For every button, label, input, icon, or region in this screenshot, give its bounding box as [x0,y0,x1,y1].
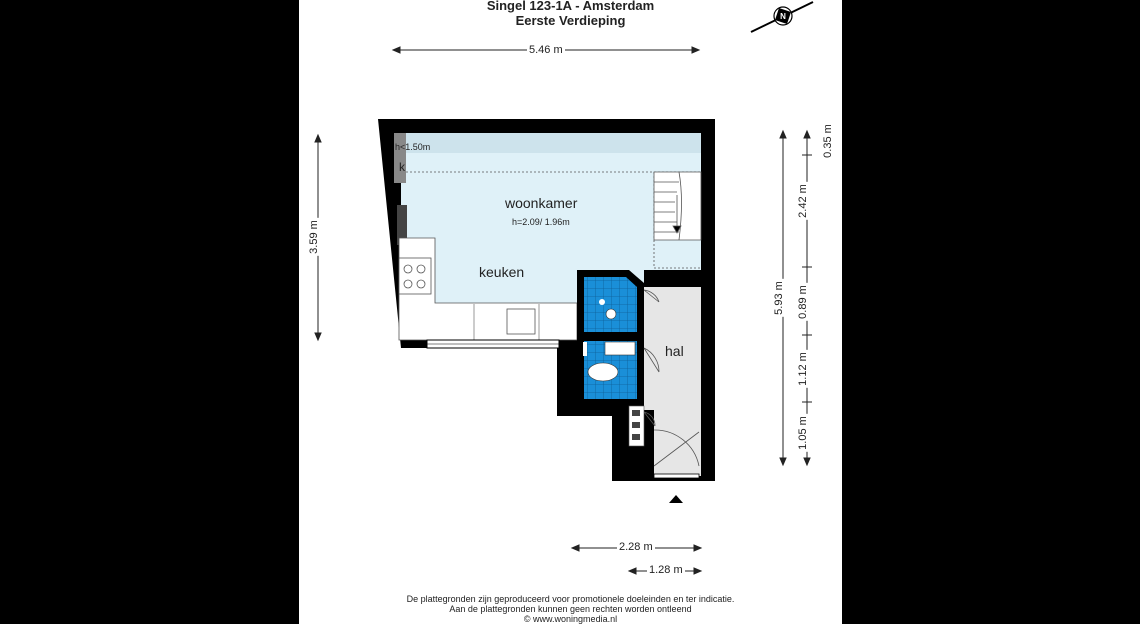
right-a-label: 0.35 m [821,124,834,158]
disclaimer-line2: Aan de plattegronden kunnen geen rechten worden ontleend [449,604,692,614]
right-e-label: 1.05 m [796,416,809,450]
svg-text:N: N [780,12,786,21]
floorplan-sheet [299,0,842,624]
k-label: k [399,160,405,174]
woonkamer-label: woonkamer [505,195,578,211]
compass-icon [751,2,813,32]
keuken-label: keuken [479,264,525,280]
right-total-label: 5.93 m [772,281,785,315]
woonkamer-height-label: h=2.09/ 1.96m [512,217,570,227]
floor-title: Eerste Verdieping [515,13,626,28]
address-title: Singel 123-1A - Amsterdam [486,0,655,13]
floorplan-drawing [299,0,842,624]
right-d-label: 1.12 m [796,352,809,386]
low-ceiling-label: h<1.50m [395,142,431,152]
bottom-b-label: 1.28 m [649,564,683,576]
left-dimension-label: 3.59 m [307,220,320,254]
top-dimension-label: 5.46 m [529,44,563,56]
disclaimer-line1: De plattegronden zijn geproduceerd voor promotionele doeleinden en ter indicatie. [406,594,735,604]
low-ceiling-zone [394,133,701,153]
window-strip [427,340,559,348]
hal-label: hal [665,343,684,359]
staircase [654,172,701,240]
right-c-label: 0.89 m [796,285,809,319]
right-b-label: 2.42 m [796,184,809,218]
copyright-line: © www.woningmedia.nl [523,614,618,624]
shower-tiles [584,277,637,332]
bottom-a-label: 2.28 m [619,541,653,553]
entrance-arrow-icon [669,495,683,503]
